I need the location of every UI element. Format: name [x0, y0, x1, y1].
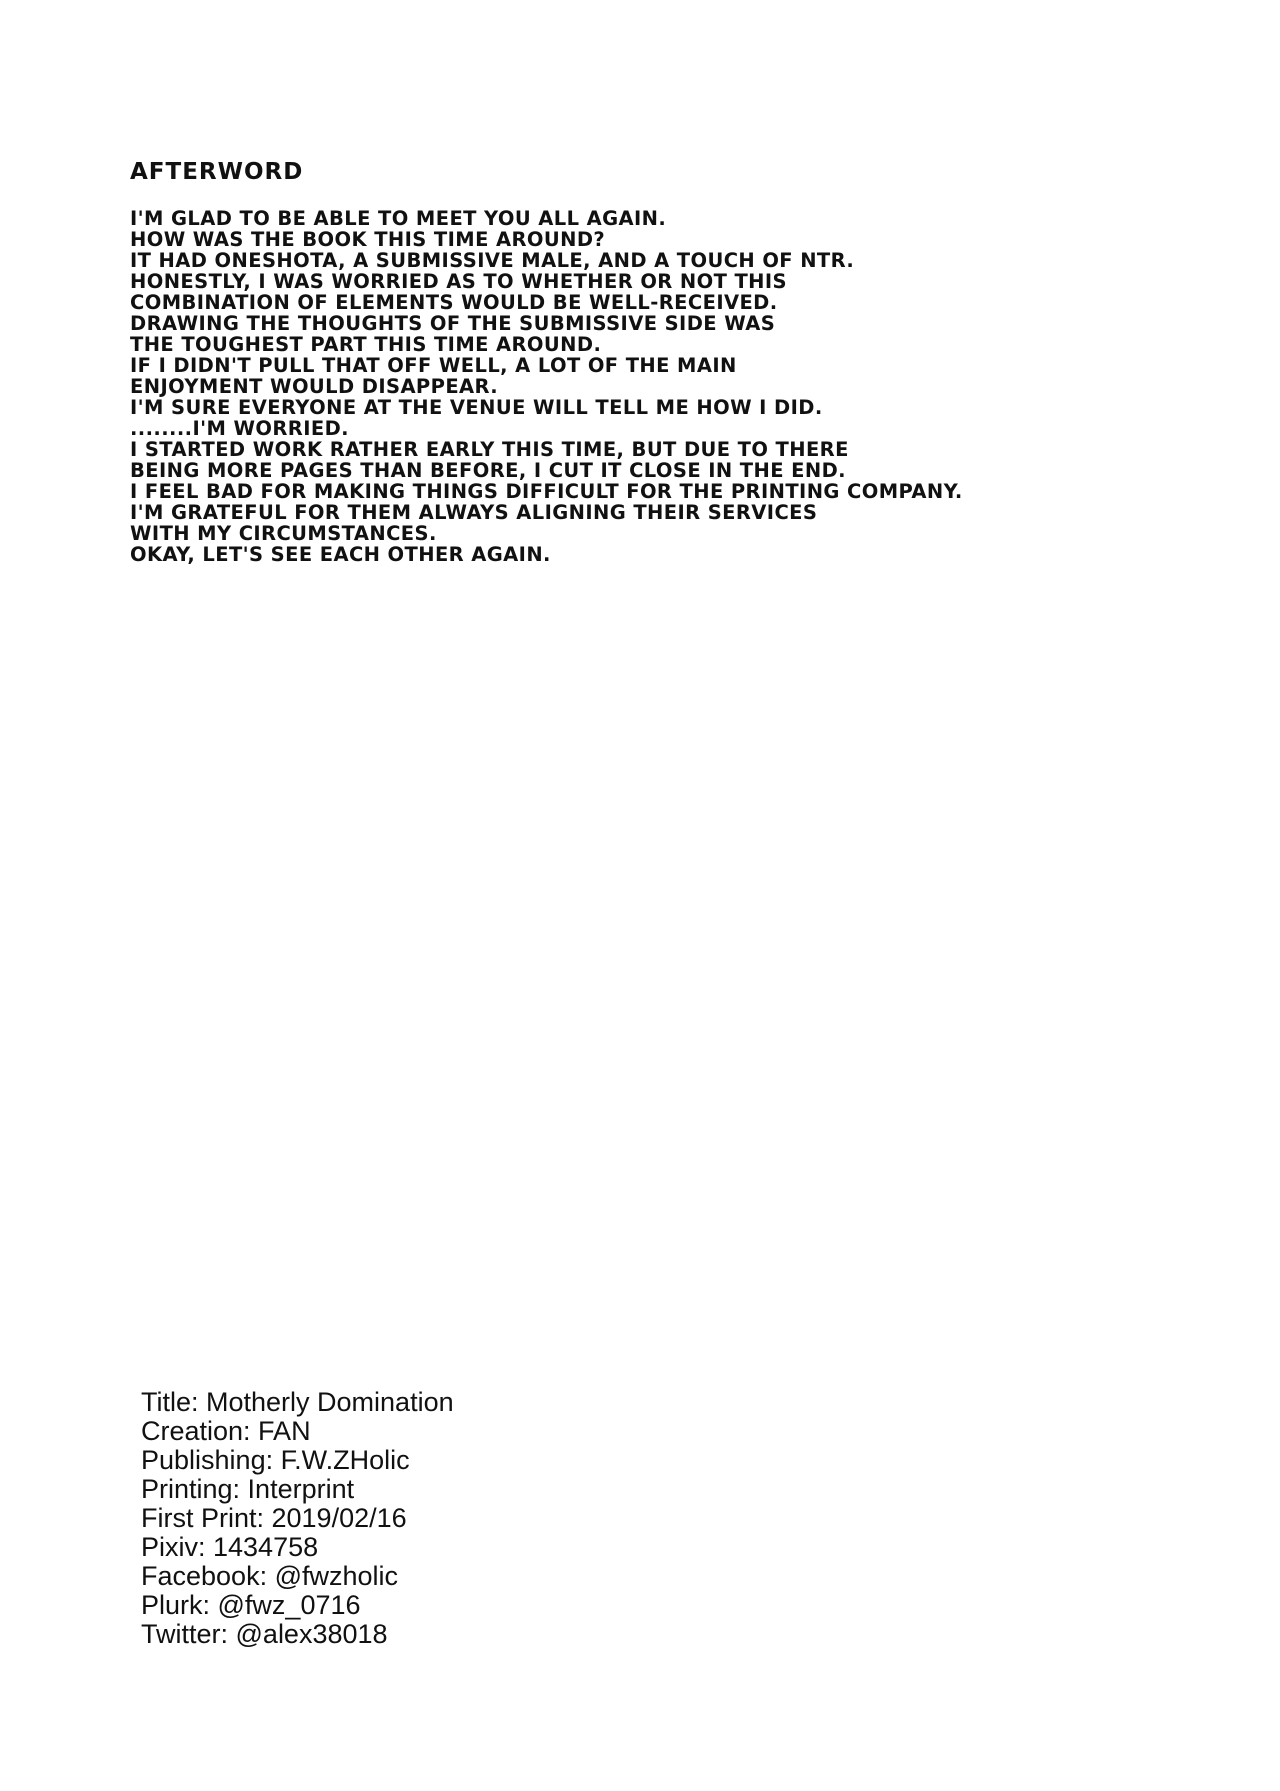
afterword-line: ........I'M WORRIED.	[130, 417, 349, 440]
afterword-line: THE TOUGHEST PART THIS TIME AROUND.	[130, 333, 602, 356]
credit-first-print: First Print: 2019/02/16	[141, 1503, 407, 1533]
afterword-line: HONESTLY, I WAS WORRIED AS TO WHETHER OR NOT THIS	[130, 270, 788, 293]
credit-facebook: Facebook: @fwzholic	[141, 1561, 399, 1591]
afterword-line: ENJOYMENT WOULD DISAPPEAR.	[130, 375, 499, 398]
afterword-line: I'M GLAD TO BE ABLE TO MEET YOU ALL AGAIN.	[130, 207, 667, 230]
afterword-line: IF I DIDN'T PULL THAT OFF WELL, A LOT OF THE MAIN	[130, 354, 737, 377]
credits-list	[141, 1388, 841, 1649]
credit-printing: Printing: Interprint	[141, 1474, 355, 1504]
afterword-line: I'M GRATEFUL FOR THEM ALWAYS ALIGNING THEIR SERVICES	[130, 501, 818, 524]
credit-plurk: Plurk: @fwz_0716	[141, 1590, 361, 1620]
afterword-line: BEING MORE PAGES THAN BEFORE, I CUT IT CLOSE IN THE END.	[130, 459, 846, 482]
credit-twitter: Twitter: @alex38018	[141, 1619, 388, 1649]
afterword-line: OKAY, LET'S SEE EACH OTHER AGAIN.	[130, 543, 551, 566]
afterword-line: COMBINATION OF ELEMENTS WOULD BE WELL-RECEIVED.	[130, 291, 778, 314]
afterword-line: I'M SURE EVERYONE AT THE VENUE WILL TELL ME HOW I DID.	[130, 396, 823, 419]
credit-creation: Creation: FAN	[141, 1416, 311, 1446]
afterword-line: I FEEL BAD FOR MAKING THINGS DIFFICULT FOR THE PRINTING COMPANY.	[130, 480, 963, 503]
afterword-line: I STARTED WORK RATHER EARLY THIS TIME, BUT DUE TO THERE	[130, 438, 849, 461]
afterword-line: WITH MY CIRCUMSTANCES.	[130, 522, 437, 545]
afterword-line: IT HAD ONESHOTA, A SUBMISSIVE MALE, AND A TOUCH OF NTR.	[130, 249, 855, 272]
afterword-line: DRAWING THE THOUGHTS OF THE SUBMISSIVE SIDE WAS	[130, 312, 776, 335]
afterword-section	[130, 158, 1180, 565]
credit-pixiv: Pixiv: 1434758	[141, 1532, 319, 1562]
afterword-title: AFTERWORD	[130, 159, 304, 185]
credit-title: Title: Motherly Domination	[141, 1387, 454, 1417]
credit-publishing: Publishing: F.W.ZHolic	[141, 1445, 410, 1475]
afterword-line: HOW WAS THE BOOK THIS TIME AROUND?	[130, 228, 606, 251]
afterword-body	[130, 208, 1180, 565]
